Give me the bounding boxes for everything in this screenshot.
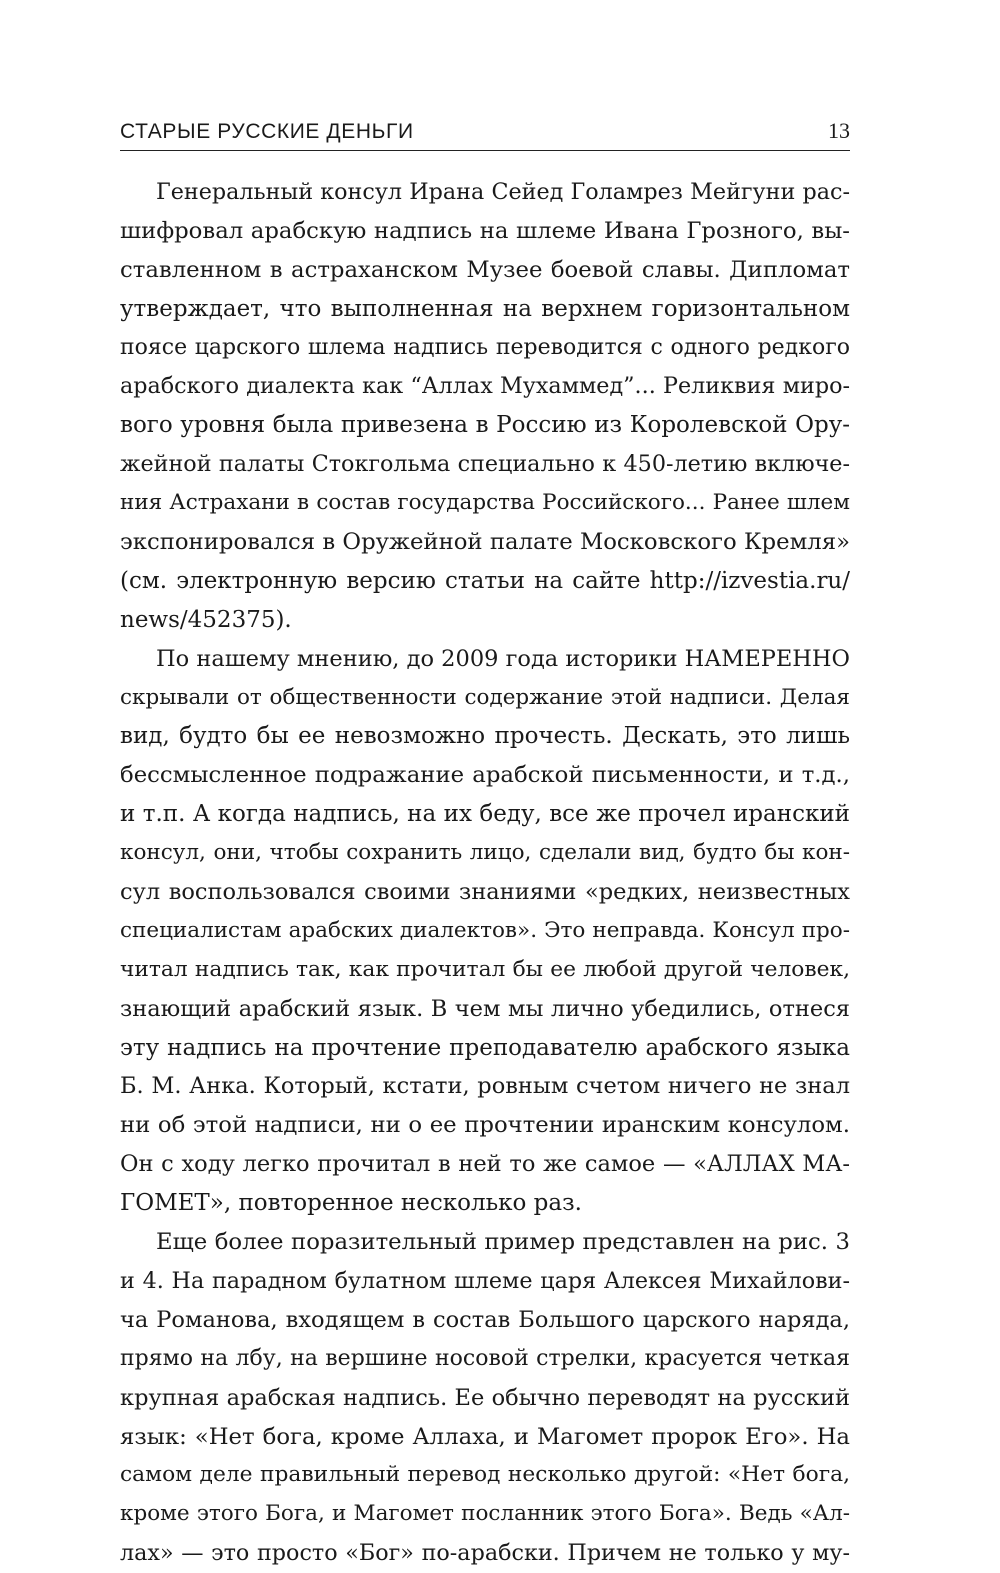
text-line: знающий арабский язык. В чем мы лично убедились, отнеся: [120, 995, 850, 1022]
text-line: ния Астрахани в состав государства Российского... Ранее шлем: [120, 490, 850, 516]
text-line: жейной палаты Стокгольма специально к 450-летию включе-: [120, 451, 850, 478]
paragraph: [120, 640, 850, 1223]
text-line: консул, они, чтобы сохранить лицо, сделали вид, будто бы кон-: [120, 840, 850, 866]
text-line: ГОМЕТ», повторенное несколько раз.: [120, 1190, 582, 1217]
text-line: самом деле правильный перевод несколько другой: «Нет бога,: [120, 1462, 850, 1488]
text-line: сул воспользовался своими знаниями «редких, неизвестных: [120, 879, 850, 906]
paragraph: [120, 1223, 850, 1573]
text-line: ставленном в астраханском Музее боевой славы. Дипломат: [120, 256, 850, 283]
text-line: скрывали от общественности содержание этой надписи. Делая: [120, 684, 850, 710]
text-line: Б. М. Анка. Который, кстати, ровным счетом ничего не знал: [120, 1073, 850, 1100]
text-line: бессмысленное подражание арабской письменности, и т.д.,: [120, 762, 850, 789]
text-line: news/452375).: [120, 606, 292, 633]
text-line: ча Романова, входящем в состав Большого царского наряда,: [120, 1306, 850, 1333]
running-title: СТАРЫЕ РУССКИЕ ДЕНЬГИ: [120, 120, 414, 143]
page-header: [120, 116, 850, 151]
text-line: крупная арабская надпись. Ее обычно переводят на русский: [120, 1384, 850, 1411]
text-line: язык: «Нет бога, кроме Аллаха, и Магомет пророк Его». На: [120, 1423, 850, 1450]
text-line: экспонировался в Оружейной палате Московского Кремля»: [120, 529, 850, 556]
body-text: [120, 173, 850, 1573]
text-line: прямо на лбу, на вершине носовой стрелки, красуется четкая: [120, 1345, 850, 1371]
text-line: читал надпись так, как прочитал бы ее любой другой человек,: [120, 956, 850, 982]
text-line: По нашему мнению, до 2009 года историки НАМЕРЕННО: [156, 645, 850, 672]
text-line: и 4. На парадном булатном шлеме царя Алексея Михайлови-: [120, 1267, 850, 1294]
page-number: 13: [828, 118, 850, 143]
text-line: утверждает, что выполненная на верхнем горизонтальном: [120, 295, 850, 322]
text-line: арабского диалекта как “Аллах Мухаммед”... Реликвия миро-: [120, 373, 850, 400]
paragraph: [120, 173, 850, 640]
text-line: вого уровня была привезена в Россию из Королевской Ору-: [120, 412, 850, 439]
text-line: кроме этого Бога, и Магомет посланник этого Бога». Ведь «Ал-: [120, 1501, 850, 1527]
text-line: Он с ходу легко прочитал в ней то же самое — «АЛЛАХ МА-: [120, 1151, 850, 1178]
text-line: поясе царского шлема надпись переводится с одного редкого: [120, 334, 850, 360]
text-line: шифровал арабскую надпись на шлеме Ивана Грозного, вы-: [120, 217, 850, 244]
text-line: вид, будто бы ее невозможно прочесть. Дескать, это лишь: [120, 723, 850, 750]
text-line: эту надпись на прочтение преподавателю арабского языка: [120, 1034, 850, 1061]
text-line: лах» — это просто «Бог» по-арабски. Причем не только у му-: [120, 1540, 850, 1567]
text-line: ни об этой надписи, ни о ее прочтении иранским консулом.: [120, 1112, 850, 1139]
text-line: специалистам арабских диалектов». Это неправда. Консул про-: [120, 917, 850, 943]
text-line: (см. электронную версию статьи на сайте http://izvestia.ru/: [120, 567, 850, 594]
text-line: Генеральный консул Ирана Сейед Голамрез Мейгуни рас-: [156, 179, 850, 205]
text-line: и т.п. А когда надпись, на их беду, все же прочел иранский: [120, 801, 850, 828]
text-line: Еще более поразительный пример представлен на рис. 3: [156, 1229, 850, 1256]
